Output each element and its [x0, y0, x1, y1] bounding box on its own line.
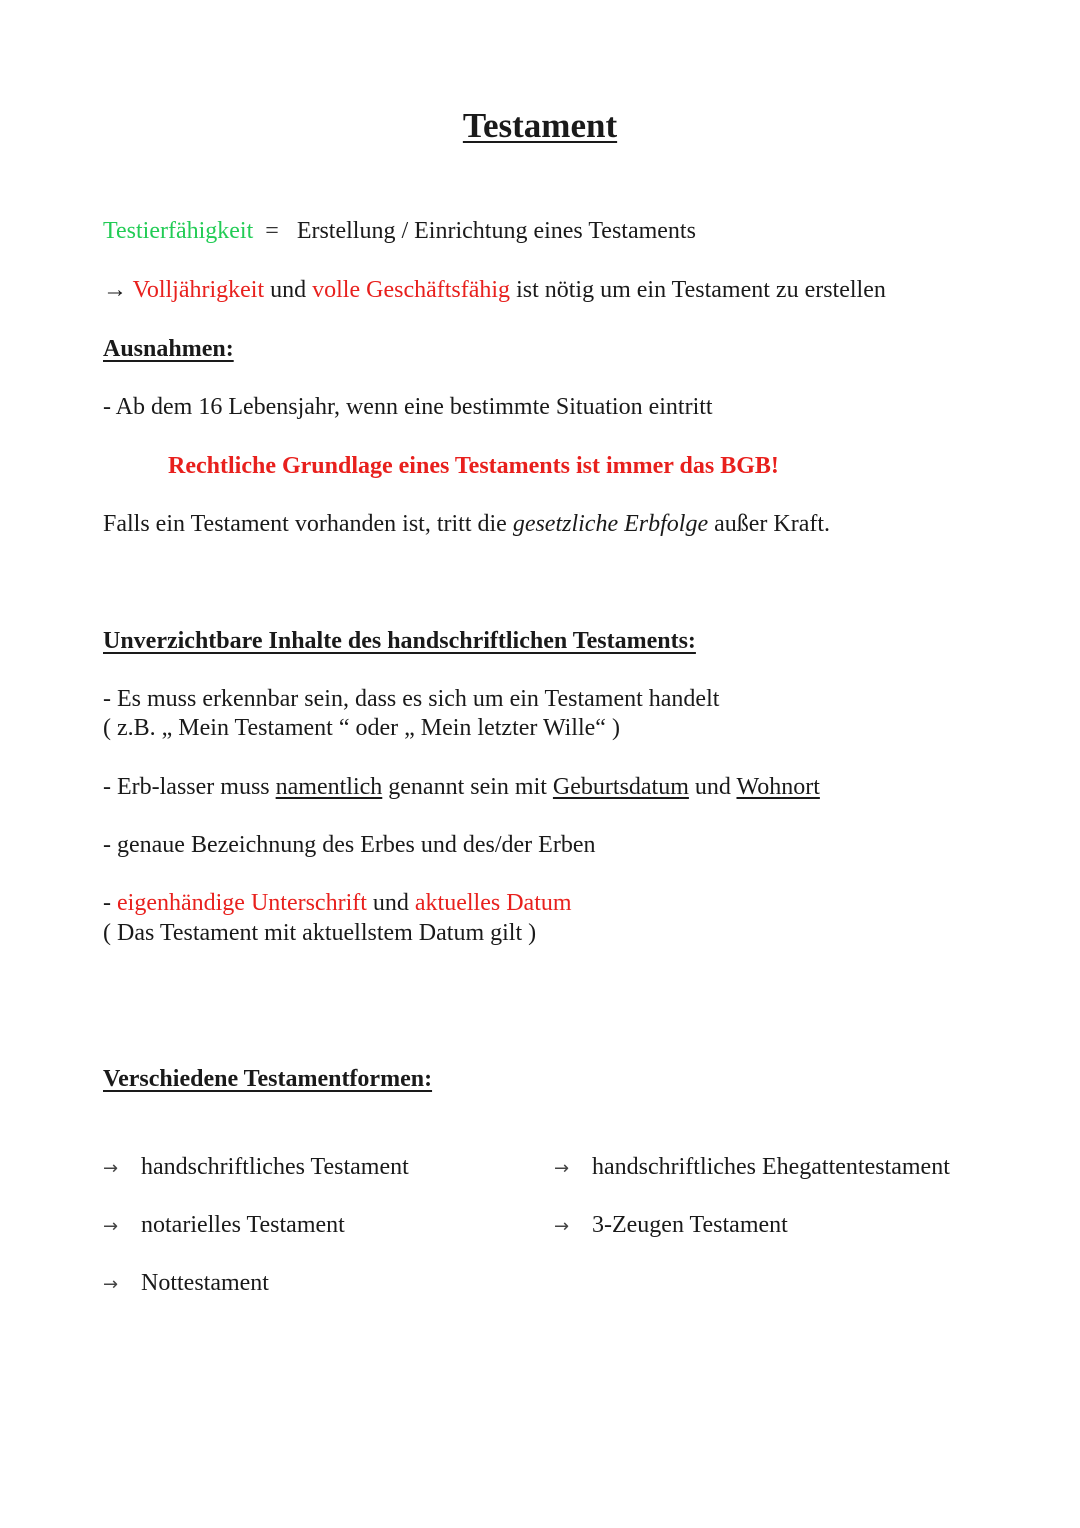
definition-equals: =	[265, 218, 279, 244]
form-label: notarielles Testament	[141, 1212, 345, 1238]
arrow-icon: →	[103, 1158, 119, 1179]
item4-signature: eigenhändige Unterschrift	[117, 890, 367, 916]
succession-after: außer Kraft.	[708, 511, 831, 537]
contents-heading	[103, 626, 696, 656]
succession-before: Falls ein Testament vorhanden ist, tritt die	[103, 511, 513, 537]
form-item-right-2	[554, 1210, 788, 1242]
item2-mid: genannt sein mit	[382, 774, 553, 800]
arrow-icon: →	[554, 1158, 570, 1179]
requirement-age: Volljährigkeit	[132, 277, 265, 303]
form-label: 3-Zeugen Testament	[592, 1212, 788, 1238]
requirement-line	[103, 275, 886, 305]
arrow-icon: →	[554, 1216, 570, 1237]
exceptions-heading	[103, 334, 234, 364]
page-title-text: Testament	[462, 106, 618, 145]
contents-item-2	[103, 772, 820, 802]
item2-residence: Wohnort	[736, 774, 820, 800]
page-title	[0, 104, 1080, 148]
item4-date: aktuelles Datum	[414, 890, 572, 916]
definition-meaning: Erstellung / Einrichtung eines Testaments	[296, 218, 696, 244]
contents-item-1-line-1: - Es muss erkennbar sein, dass es sich um ein Testament handelt	[103, 686, 720, 712]
succession-line	[103, 509, 830, 539]
item2-and: und	[688, 774, 737, 800]
form-label: handschriftliches Ehegattentestament	[592, 1154, 950, 1180]
definition-line	[103, 216, 696, 246]
item4-and: und	[366, 890, 415, 916]
requirement-capacity: volle Geschäftsfähig	[312, 277, 511, 303]
forms-heading	[103, 1064, 432, 1094]
item2-birthdate: Geburtsdatum	[552, 774, 689, 800]
succession-italic: gesetzliche Erbfolge	[512, 511, 709, 537]
legal-basis-note: Rechtliche Grundlage eines Testaments ist immer das BGB!	[168, 453, 779, 479]
form-item-left-3	[103, 1268, 269, 1300]
form-item-left-1	[103, 1152, 409, 1184]
requirement-and: und	[264, 277, 313, 303]
arrow-icon: →	[103, 1274, 119, 1295]
contents-item-4	[103, 888, 572, 918]
form-item-right-1	[554, 1152, 950, 1184]
form-label: Nottestament	[141, 1270, 269, 1296]
forms-heading-text: Verschiedene Testamentformen:	[103, 1066, 433, 1092]
form-item-left-2	[103, 1210, 345, 1242]
exceptions-item: - Ab dem 16 Lebensjahr, wenn eine bestimmte Situation eintritt	[103, 394, 713, 420]
item4-dash: -	[103, 890, 117, 916]
arrow-icon: →	[103, 1216, 119, 1237]
form-label: handschriftliches Testament	[141, 1154, 409, 1180]
contents-item-3: - genaue Bezeichnung des Erbes und des/der Erben	[103, 832, 596, 858]
requirement-arrow-icon: →	[103, 277, 127, 303]
contents-item-4-note: ( Das Testament mit aktuellstem Datum gilt )	[103, 920, 537, 946]
exceptions-heading-text: Ausnahmen:	[103, 336, 234, 362]
contents-item-1-line-2: ( z.B. „ Mein Testament “ oder „ Mein letzter Wille“ )	[103, 715, 620, 741]
item2-prefix: - Erb-lasser muss	[103, 774, 276, 800]
requirement-rest: ist nötig um ein Testament zu erstellen	[510, 277, 886, 303]
contents-heading-text: Unverzichtbare Inhalte des handschriftlichen Testaments:	[103, 628, 696, 654]
definition-term: Testierfähigkeit	[103, 218, 254, 244]
item2-name: namentlich	[275, 774, 383, 800]
